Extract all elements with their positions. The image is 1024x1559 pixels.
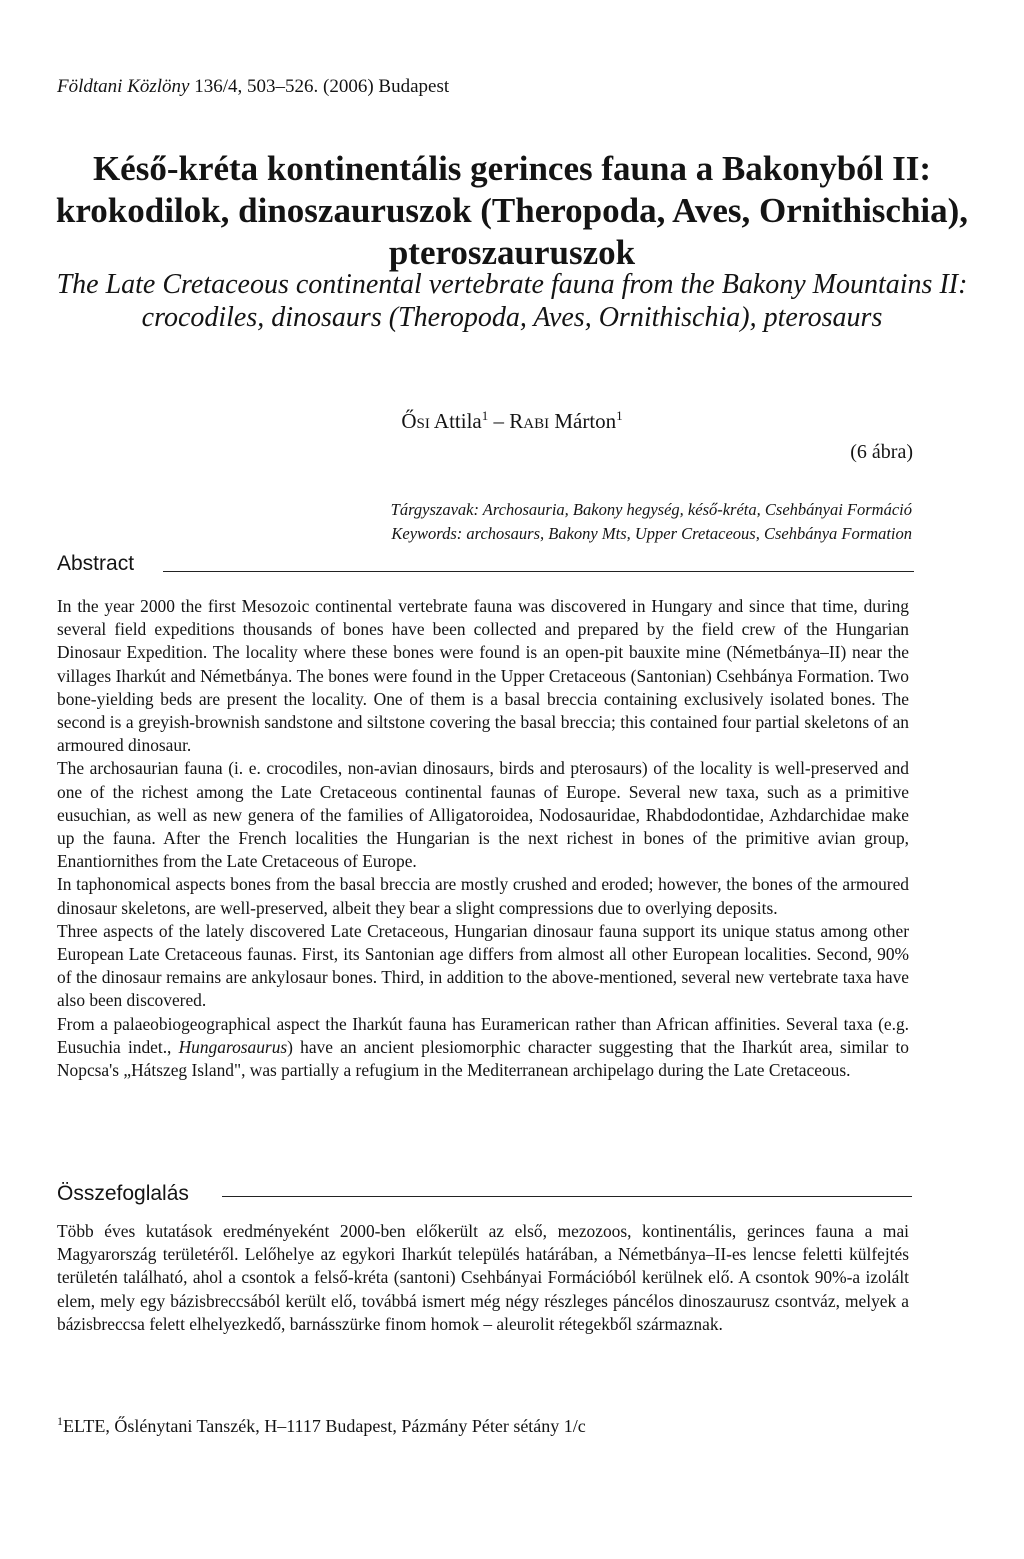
affiliation-footnote xyxy=(57,1414,586,1437)
journal-name: Földtani Közlöny xyxy=(57,76,190,97)
keywords-block xyxy=(391,498,912,546)
author2-affiliation-mark: 1 xyxy=(616,408,623,423)
abstract-p5-end: ) have an ancient plesiomorphic character suggesting that the Iharkút area, similar to Nopcsa's „Hátszeg Island", was partially a refugium in the Mediterranean archipelago during the Late Cretaceous. xyxy=(57,1036,909,1081)
abstract-body xyxy=(57,595,909,1082)
journal-issue: 136/4, 503–526. (2006) Budapest xyxy=(194,76,450,97)
author2-given-name: Márton xyxy=(554,409,617,433)
title-english: The Late Cretaceous continental vertebrate fauna from the Bakony Mountains II: crocodiles, dinosaurs (Theropoda, Aves, Ornithischia), pterosaurs xyxy=(56,269,968,333)
taxon-hungarosaurus: Hungarosaurus xyxy=(178,1036,288,1057)
author-line xyxy=(0,408,1024,434)
summary-body xyxy=(57,1220,909,1336)
abstract-paragraph-2: The archosaurian fauna (i. e. crocodiles, non-avian dinosaurs, birds and pterosaurs) of the locality is well-preserved and one of the richest among the Late Cretaceous continental faunas of Europe. Several new taxa, such as a primitive eusuchian, as well as new genera of the families of Alligatoroidea, Nodosauridae, Rhabdodontidae, Azhdarchidae make up the fauna. After the French localities the Hungarian is the next richest in bones of the primitive avian group, Enantiornithes from the Late Cretaceous of Europe. xyxy=(57,758,909,872)
journal-citation xyxy=(57,76,449,98)
keywords-english: Keywords: archosaurs, Bakony Mts, Upper Cretaceous, Csehbánya Formation xyxy=(391,524,912,543)
summary-paragraph-1: Több éves kutatások eredményeként 2000-ben előkerült az első, mezozoos, kontinentális, gerinces fauna a mai Magyarország területéről. Lelőhelye az egykori Iharkút település határában, a Németbánya–II-es lencse feletti külfejtés területén található, ahol a csontok a felső-kréta (santoni) Csehbányai Formációból kerülnek elő. A csontok 90%-a izolált elem, mely egy bázisbreccsából került elő, továbbá ismert még négy részleges páncélos dinoszaurusz csontváz, melyek a bázisbreccsa felett elhelyezkedő, barnásszürke finom homok – aleurolit rétegekből származnak. xyxy=(57,1221,909,1334)
abstract-heading: Abstract xyxy=(57,552,135,575)
title-hungarian: Késő-kréta kontinentális gerinces fauna a Bakonyból II: krokodilok, dinoszauruszok (Theropoda, Aves, Ornithischia), pteroszauruszok xyxy=(55,149,969,272)
abstract-paragraph-1: In the year 2000 the first Mesozoic continental vertebrate fauna was discovered in Hungary and since that time, during several field expeditions thousands of bones have been collected and prepared by the field crew of the Hungarian Dinosaur Expedition. The locality where these bones were found is an open-pit bauxite mine (Németbánya–II) near the villages Iharkút and Németbánya. The bones were found in the Upper Cretaceous (Santonian) Csehbánya Formation. Two bone-yielding beds are present the locality. One of them is a basal breccia containing exclusively isolated bones. The second is a greyish-brownish sandstone and siltstone covering the basal breccia; this contained four partial skeletons of an armoured dinosaur. xyxy=(57,596,909,756)
author1-affiliation-mark: 1 xyxy=(481,408,489,423)
abstract-paragraph-5 xyxy=(57,1013,909,1083)
figure-count: (6 ábra) xyxy=(850,441,913,463)
footnote-text: ELTE, Őslénytani Tanszék, H–1117 Budapest, Pázmány Péter sétány 1/c xyxy=(63,1416,586,1436)
author1-given-name: Attila xyxy=(433,409,482,433)
summary-divider xyxy=(222,1196,912,1197)
footnote-mark: 1 xyxy=(57,1414,63,1428)
keywords-hungarian: Tárgyszavak: Archosauria, Bakony hegység, késő-kréta, Csehbányai Formáció xyxy=(390,500,912,519)
abstract-divider xyxy=(163,571,914,572)
author2-surname: Rabi xyxy=(509,409,550,433)
abstract-paragraph-4: Three aspects of the lately discovered Late Cretaceous, Hungarian dinosaur fauna support its unique status among other European Late Cretaceous faunas. First, its Santonian age differs from almost all other European localities. Second, 90% of the dinosaur remains are ankylosaur bones. Third, in addition to the above-mentioned, several new vertebrate taxa have also been discovered. xyxy=(57,920,909,1011)
author-separator: – xyxy=(493,409,504,433)
abstract-p5-start: From a palaeobiogeographical aspect the Iharkút fauna has Euramerican rather than African affinities. Several taxa (e.g. Eusuchia indet., xyxy=(57,1013,909,1057)
author1-surname: Ősi xyxy=(401,409,430,433)
summary-heading: Összefoglalás xyxy=(57,1182,189,1205)
abstract-paragraph-3: In taphonomical aspects bones from the basal breccia are mostly crushed and eroded; however, the bones of the armoured dinosaur skeletons, are well-preserved, albeit they bear a slight compressions due to overlying deposits. xyxy=(57,874,909,918)
